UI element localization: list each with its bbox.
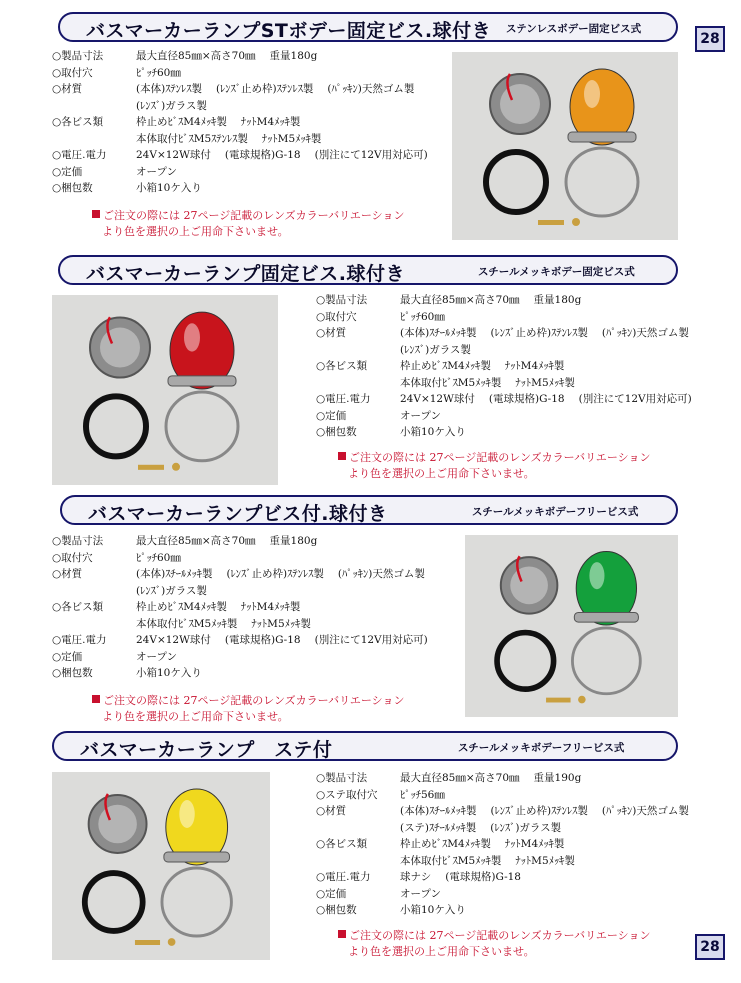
note-line-2: より色を選択の上ご用命下さいませ。 bbox=[348, 945, 535, 958]
spec-row bbox=[316, 292, 736, 309]
nut bbox=[572, 218, 580, 226]
spec-label: ○定価 bbox=[52, 165, 83, 178]
section-1-product-photo bbox=[452, 52, 678, 240]
spec-value: (ﾊﾟｯｷﾝ)天然ゴム製 bbox=[601, 805, 689, 817]
section-3-title: バスマーカーランプビス付.球付き bbox=[88, 503, 388, 525]
spec-label: ○電圧.電力 bbox=[316, 393, 371, 405]
note-line-1: ご注文の際には 27ページ記載のレンズカラーバリエーション bbox=[349, 451, 651, 464]
spec-row bbox=[52, 583, 457, 600]
spec-row bbox=[316, 770, 736, 787]
section-4-subtitle: スチールメッキボデーフリービス式 bbox=[458, 742, 625, 754]
spec-row bbox=[52, 147, 452, 164]
spec-row bbox=[316, 869, 736, 886]
spec-row bbox=[316, 309, 736, 326]
spec-value: 24V×12W球付 bbox=[400, 393, 475, 405]
spec-value: オープン bbox=[400, 887, 442, 900]
spec-row bbox=[316, 424, 736, 441]
spec-row bbox=[52, 131, 452, 148]
spec-label: ○材質 bbox=[316, 805, 347, 817]
product-illustration bbox=[52, 295, 278, 485]
spec-label: ○梱包数 bbox=[52, 667, 93, 679]
spec-value: 本体取付ﾋﾞｽM5ﾒｯｷ製 bbox=[400, 854, 502, 867]
spec-row bbox=[316, 853, 736, 870]
spec-value: (ﾚﾝｽﾞ)ガラス製 bbox=[490, 821, 562, 834]
spec-value: (本体)ｽﾁｰﾙﾒｯｷ製 bbox=[400, 805, 477, 817]
spec-value: (ﾚﾝｽﾞ)ガラス製 bbox=[400, 343, 471, 356]
spec-value: (電球規格)G-18 bbox=[445, 871, 521, 883]
spec-label: ○電圧.電力 bbox=[316, 871, 371, 883]
spec-row bbox=[316, 803, 736, 820]
note-line-2: より色を選択の上ご用命下さいませ。 bbox=[348, 467, 535, 480]
spec-value: (ﾚﾝｽﾞ)ガラス製 bbox=[136, 584, 207, 597]
spec-label: ○取付穴 bbox=[52, 551, 93, 564]
section-2-header bbox=[58, 255, 678, 285]
spec-value: (ﾊﾟｯｷﾝ)天然ゴム製 bbox=[601, 327, 689, 339]
spec-label: ○各ビス類 bbox=[52, 601, 104, 613]
bullet-square-icon bbox=[92, 210, 100, 218]
spec-value: ﾅｯﾄM5ﾒｯｷ製 bbox=[251, 617, 311, 630]
spec-label: ○梱包数 bbox=[316, 426, 357, 438]
spec-row bbox=[52, 665, 457, 682]
section-3-header bbox=[60, 495, 678, 525]
spec-value: ﾋﾟｯﾁ56㎜ bbox=[400, 788, 445, 801]
spec-value: 小箱10ケ入り bbox=[136, 182, 202, 194]
spec-label: ○電圧.電力 bbox=[52, 634, 107, 646]
spec-label: ○取付穴 bbox=[316, 310, 357, 323]
spec-value: 枠止めﾋﾞｽM4ﾒｯｷ製 bbox=[400, 360, 491, 372]
section-1-note bbox=[92, 208, 404, 240]
spec-value: (ﾊﾟｯｷﾝ)天然ゴム製 bbox=[327, 83, 415, 95]
spec-value: (本体)ｽﾃﾝﾚｽ製 bbox=[136, 83, 202, 95]
spec-value: (本体)ｽﾁｰﾙﾒｯｷ製 bbox=[400, 327, 477, 339]
spec-label: ○製品寸法 bbox=[316, 294, 368, 306]
spec-value: (電球規格)G-18 bbox=[488, 393, 565, 405]
spec-row bbox=[316, 391, 736, 408]
spec-value: (別注にて12V用対応可) bbox=[314, 634, 428, 646]
section-4-specs bbox=[316, 770, 736, 919]
section-2-subtitle: スチールメッキボデー固定ビス式 bbox=[478, 266, 635, 278]
spec-value: 小箱10ケ入り bbox=[136, 667, 202, 679]
lens-ring bbox=[568, 132, 636, 142]
spec-value: 最大直径85㎜×高さ70㎜ bbox=[136, 535, 256, 547]
spec-value: 最大直径85㎜×高さ70㎜ bbox=[400, 772, 520, 784]
section-4-title: バスマーカーランプ ステ付 bbox=[80, 739, 333, 761]
spec-row bbox=[316, 836, 736, 853]
section-4-product-photo bbox=[52, 772, 270, 960]
spec-value: (ﾚﾝｽﾞ止め枠)ｽﾃﾝﾚｽ製 bbox=[215, 83, 314, 95]
spec-label: ○製品寸法 bbox=[52, 535, 104, 547]
spec-row bbox=[52, 164, 452, 181]
spec-value: ﾅｯﾄM4ﾒｯｷ製 bbox=[504, 360, 565, 372]
section-1-header bbox=[58, 12, 678, 42]
spec-value: (ﾊﾟｯｷﾝ)天然ゴム製 bbox=[337, 568, 425, 580]
spec-value: (ﾚﾝｽﾞ止め枠)ｽﾃﾝﾚｽ製 bbox=[226, 568, 324, 580]
section-1-title: バスマーカーランプSTボデー固定ビス.球付き bbox=[86, 20, 492, 42]
spec-label: ○各ビス類 bbox=[316, 360, 368, 372]
spec-label: ○各ビス類 bbox=[52, 116, 104, 128]
product-illustration bbox=[465, 535, 678, 717]
spec-row bbox=[52, 566, 457, 583]
spec-value: ﾅｯﾄM4ﾒｯｷ製 bbox=[504, 838, 565, 850]
spec-value: 重量180g bbox=[269, 50, 318, 62]
spec-value: オープン bbox=[400, 409, 442, 422]
spec-row bbox=[52, 599, 457, 616]
spec-value: 24V×12W球付 bbox=[136, 634, 211, 646]
note-line-1: ご注文の際には 27ページ記載のレンズカラーバリエーション bbox=[349, 929, 651, 942]
spec-value: (別注にて12V用対応可) bbox=[578, 393, 692, 405]
page-number-top: 28 bbox=[695, 26, 725, 52]
spec-value: (別注にて12V用対応可) bbox=[314, 149, 428, 161]
spec-label: ○製品寸法 bbox=[316, 772, 368, 784]
spec-value: 重量180g bbox=[533, 294, 582, 306]
spec-label: ○取付穴 bbox=[52, 66, 93, 79]
spec-value: ﾋﾟｯﾁ60㎜ bbox=[136, 551, 181, 564]
note-line-2: より色を選択の上ご用命下さいませ。 bbox=[102, 225, 289, 238]
spec-value: (ﾚﾝｽﾞ止め枠)ｽﾃﾝﾚｽ製 bbox=[490, 327, 588, 339]
section-3-product-photo bbox=[465, 535, 678, 717]
spec-value: ﾅｯﾄM4ﾒｯｷ製 bbox=[240, 601, 301, 613]
spec-row bbox=[52, 533, 457, 550]
note-line-2: より色を選択の上ご用命下さいませ。 bbox=[102, 710, 289, 723]
note-line-1: ご注文の際には 27ページ記載のレンズカラーバリエーション bbox=[103, 209, 405, 222]
product-illustration bbox=[52, 772, 270, 960]
spec-row bbox=[52, 65, 452, 82]
spec-row bbox=[52, 48, 452, 65]
spec-row bbox=[52, 649, 457, 666]
section-3-specs bbox=[52, 533, 457, 682]
spec-label: ○材質 bbox=[52, 83, 83, 95]
lens-ring bbox=[574, 612, 638, 622]
spec-value: 小箱10ケ入り bbox=[400, 426, 466, 438]
spec-row bbox=[316, 902, 736, 919]
spec-label: ○定価 bbox=[52, 650, 83, 663]
nut bbox=[578, 696, 586, 704]
spec-row bbox=[316, 358, 736, 375]
bullet-square-icon bbox=[338, 452, 346, 460]
spec-value: オープン bbox=[136, 650, 178, 663]
screw bbox=[538, 220, 564, 225]
spec-value: ﾋﾟｯﾁ60㎜ bbox=[136, 66, 181, 79]
spec-label: ○ステ取付穴 bbox=[316, 788, 378, 801]
spec-row bbox=[52, 98, 452, 115]
spec-label: ○電圧.電力 bbox=[52, 149, 107, 161]
spec-value: 枠止めﾋﾞｽM4ﾒｯｷ製 bbox=[400, 838, 491, 850]
section-2-title: バスマーカーランプ固定ビス.球付き bbox=[86, 263, 405, 285]
spec-value: (本体)ｽﾁｰﾙﾒｯｷ製 bbox=[136, 568, 213, 580]
spec-row bbox=[52, 616, 457, 633]
note-line-1: ご注文の際には 27ページ記載のレンズカラーバリエーション bbox=[103, 694, 405, 707]
spec-value: (ステ)ｽﾁｰﾙﾒｯｷ製 bbox=[400, 821, 477, 834]
spec-row bbox=[52, 114, 452, 131]
section-2-product-photo bbox=[52, 295, 278, 485]
spec-value: 最大直径85㎜×高さ70㎜ bbox=[400, 294, 520, 306]
spec-value: ﾅｯﾄM5ﾒｯｷ製 bbox=[515, 854, 575, 867]
spec-label: ○梱包数 bbox=[316, 904, 357, 916]
spec-label: ○各ビス類 bbox=[316, 838, 368, 850]
spec-label: ○梱包数 bbox=[52, 182, 93, 194]
spec-value: 本体取付ﾋﾞｽM5ｽﾃﾝﾚｽ製 bbox=[136, 132, 248, 145]
screw bbox=[546, 698, 571, 703]
section-4-note bbox=[338, 928, 650, 960]
spec-label: ○定価 bbox=[316, 409, 347, 422]
section-1-subtitle: ステンレスボデー固定ビス式 bbox=[506, 23, 642, 35]
spec-value: 本体取付ﾋﾞｽM5ﾒｯｷ製 bbox=[136, 617, 238, 630]
spec-value: 24V×12W球付 bbox=[136, 149, 211, 161]
section-2-note bbox=[338, 450, 650, 482]
section-3-note bbox=[92, 693, 404, 725]
bullet-square-icon bbox=[338, 930, 346, 938]
spec-row bbox=[316, 886, 736, 903]
spec-row bbox=[316, 325, 736, 342]
spec-value: (ﾚﾝｽﾞ止め枠)ｽﾃﾝﾚｽ製 bbox=[490, 805, 588, 817]
screw bbox=[135, 940, 160, 945]
spec-value: 最大直径85㎜×高さ70㎜ bbox=[136, 50, 256, 62]
spec-value: 枠止めﾋﾞｽM4ﾒｯｷ製 bbox=[136, 116, 227, 128]
spec-row bbox=[316, 820, 736, 837]
lens-ring bbox=[164, 852, 230, 862]
spec-value: ﾅｯﾄM5ﾒｯｷ製 bbox=[261, 132, 322, 145]
spec-row bbox=[52, 632, 457, 649]
spec-row bbox=[52, 550, 457, 567]
page-number-bottom: 28 bbox=[695, 934, 725, 960]
section-3-subtitle: スチールメッキボデーフリービス式 bbox=[472, 506, 639, 518]
bullet-square-icon bbox=[92, 695, 100, 703]
spec-row bbox=[316, 787, 736, 804]
spec-row bbox=[52, 81, 452, 98]
spec-label: ○定価 bbox=[316, 887, 347, 900]
section-1-specs bbox=[52, 48, 452, 197]
spec-value: 本体取付ﾋﾞｽM5ﾒｯｷ製 bbox=[400, 376, 502, 389]
spec-value: 球ナシ bbox=[400, 871, 432, 883]
spec-label: ○材質 bbox=[316, 327, 347, 339]
spec-value: (電球規格)G-18 bbox=[224, 634, 301, 646]
spec-value: ﾅｯﾄM4ﾒｯｷ製 bbox=[240, 116, 301, 128]
screw bbox=[138, 465, 164, 470]
nut bbox=[168, 938, 176, 946]
spec-value: (電球規格)G-18 bbox=[224, 149, 301, 161]
spec-value: (ﾚﾝｽﾞ)ガラス製 bbox=[136, 99, 207, 112]
spec-row bbox=[52, 180, 452, 197]
spec-value: 重量190g bbox=[533, 772, 582, 784]
spec-row bbox=[316, 342, 736, 359]
spec-value: オープン bbox=[136, 165, 178, 178]
nut bbox=[172, 463, 180, 471]
product-illustration bbox=[452, 52, 678, 240]
spec-value: ﾅｯﾄM5ﾒｯｷ製 bbox=[515, 376, 575, 389]
section-2-specs bbox=[316, 292, 736, 441]
spec-value: 小箱10ケ入り bbox=[400, 904, 466, 916]
spec-value: 枠止めﾋﾞｽM4ﾒｯｷ製 bbox=[136, 601, 227, 613]
spec-row bbox=[316, 408, 736, 425]
spec-label: ○材質 bbox=[52, 568, 83, 580]
spec-row bbox=[316, 375, 736, 392]
lens-ring bbox=[168, 376, 236, 386]
section-4-header bbox=[52, 731, 678, 761]
spec-label: ○製品寸法 bbox=[52, 50, 104, 62]
spec-value: ﾋﾟｯﾁ60㎜ bbox=[400, 310, 445, 323]
spec-value: 重量180g bbox=[269, 535, 318, 547]
